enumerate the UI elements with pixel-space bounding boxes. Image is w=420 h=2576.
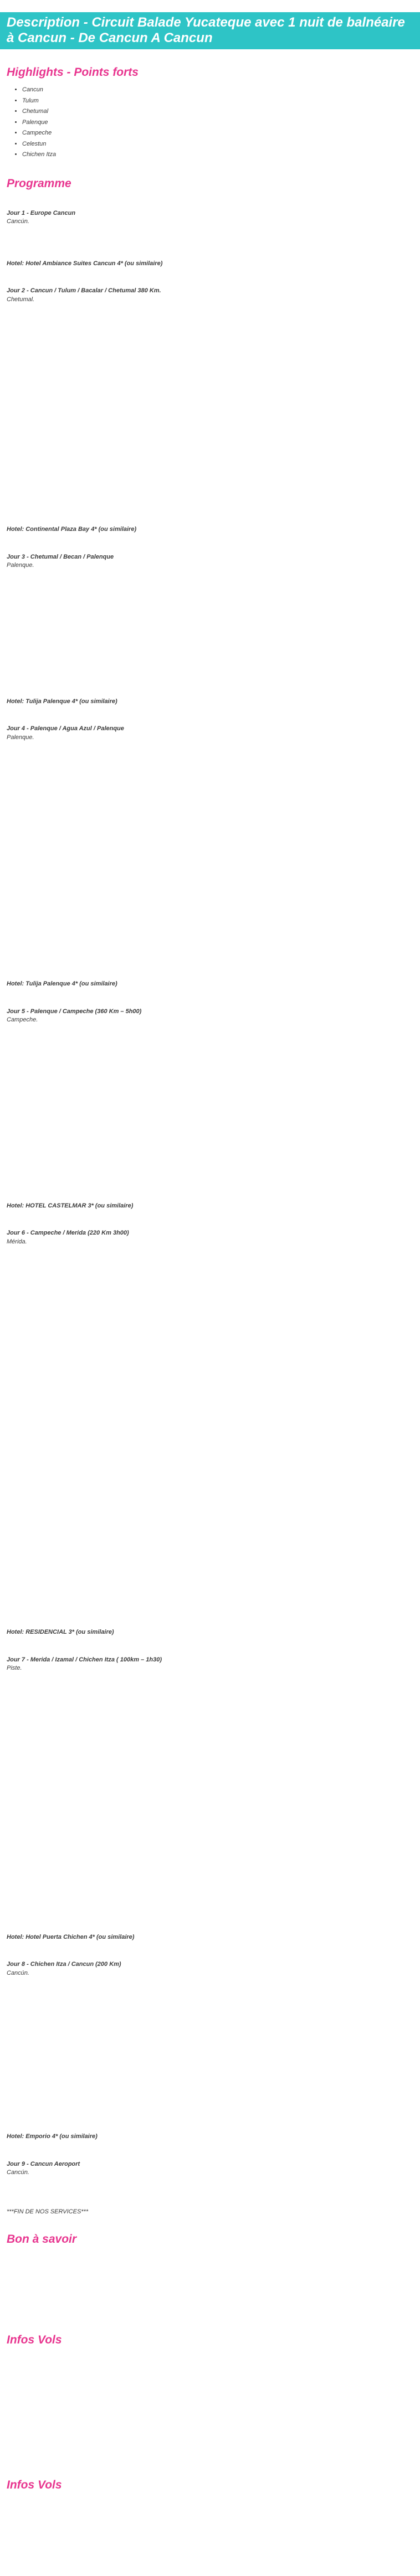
- day-description: [7, 1986, 413, 2124]
- day-description: [7, 579, 413, 689]
- day-hotel: Hotel: Tulija Palenque 4* (ou similaire): [7, 980, 117, 987]
- day-hotel: Hotel: RESIDENCIAL 3* (ou similaire): [7, 1629, 114, 1635]
- list-item: • Campeche: [22, 128, 420, 139]
- day-place: Cancún.: [7, 2169, 29, 2176]
- infos-vols-heading-2: Infos Vols: [7, 2479, 62, 2491]
- day-title: Jour 7 - Merida / Izamal / Chichen Itza ( 100km – 1h30): [7, 1656, 162, 1663]
- day-7-section: [7, 1656, 413, 1942]
- list-item: • Tulum: [22, 96, 420, 107]
- day-title: Jour 6 - Campeche / Merida (220 Km 3h00): [7, 1230, 129, 1236]
- day-title: Jour 9 - Cancun Aeroport: [7, 2160, 80, 2167]
- day-2-section: [7, 287, 413, 534]
- day-description: [7, 1033, 413, 1194]
- list-item: • Celestun: [22, 139, 420, 150]
- day-hotel: Hotel: Tulija Palenque 4* (ou similaire): [7, 698, 117, 705]
- highlights-list: [0, 85, 420, 161]
- day-title: Jour 5 - Palenque / Campeche (360 Km – 5h00): [7, 1008, 142, 1015]
- day-1-section: [7, 209, 413, 269]
- end-of-services-note: ***FIN DE NOS SERVICES***: [7, 2208, 89, 2215]
- day-hotel: Hotel: Continental Plaza Bay 4* (ou similaire): [7, 526, 137, 533]
- day-hotel: Hotel: Hotel Puerta Chichen 4* (ou similaire): [7, 1933, 135, 1940]
- infos-vols-heading: Infos Vols: [7, 2334, 62, 2346]
- list-item: • Chetumal: [22, 106, 420, 117]
- day-description: [7, 1681, 413, 1925]
- day-place: Cancún.: [7, 218, 29, 225]
- day-title: Jour 2 - Cancun / Tulum / Bacalar / Chetumal 380 Km.: [7, 287, 161, 294]
- day-5-section: [7, 1008, 413, 1211]
- programme-heading: Programme: [7, 177, 71, 190]
- day-6-section: [7, 1229, 413, 1637]
- bon-a-savoir-text: [7, 2250, 413, 2317]
- day-place: Palenque.: [7, 562, 34, 569]
- page-title: Description - Circuit Balade Yucateque avec 1 nuit de balnéaire à Cancun - De Cancun A Cancun: [7, 15, 405, 45]
- list-item: • Palenque: [22, 117, 420, 128]
- day-title: Jour 3 - Chetumal / Becan / Palenque: [7, 553, 114, 560]
- day-description: [7, 1255, 413, 1620]
- day-hotel: Hotel: Hotel Ambiance Suites Cancun 4* (ou similaire): [7, 260, 163, 267]
- day-8-section: [7, 1960, 413, 2141]
- day-hotel: Hotel: HOTEL CASTELMAR 3* (ou similaire): [7, 1202, 134, 1209]
- day-title: Jour 1 - Europe Cancun: [7, 209, 76, 216]
- day-3-section: [7, 553, 413, 706]
- day-place: Cancún.: [7, 1969, 29, 1976]
- infos-vols-text: [7, 2351, 413, 2462]
- title-banner: [0, 12, 420, 49]
- day-title: Jour 8 - Chichen Itza / Cancun (200 Km): [7, 1961, 121, 1968]
- day-9-section: [7, 2160, 413, 2217]
- infos-vols-text-2: [7, 2496, 413, 2529]
- highlights-heading: Highlights - Points forts: [7, 66, 139, 79]
- list-item: • Chichen Itza: [22, 149, 420, 161]
- day-4-section: [7, 725, 413, 989]
- day-description: [7, 2186, 413, 2195]
- day-description: [7, 312, 413, 517]
- day-title: Jour 4 - Palenque / Agua Azul / Palenque: [7, 725, 124, 732]
- bon-a-savoir-heading: Bon à savoir: [7, 2233, 77, 2245]
- day-place: Piste.: [7, 1665, 22, 1671]
- day-description: [7, 750, 413, 972]
- day-place: Campeche.: [7, 1016, 38, 1023]
- day-description: [7, 235, 413, 251]
- day-place: Palenque.: [7, 734, 34, 741]
- day-place: Mérida.: [7, 1238, 27, 1245]
- day-hotel: Hotel: Emporio 4* (ou similaire): [7, 2133, 98, 2140]
- document-page: [0, 12, 420, 2529]
- day-place: Chetumal.: [7, 296, 35, 303]
- list-item: • Cancun: [22, 85, 420, 96]
